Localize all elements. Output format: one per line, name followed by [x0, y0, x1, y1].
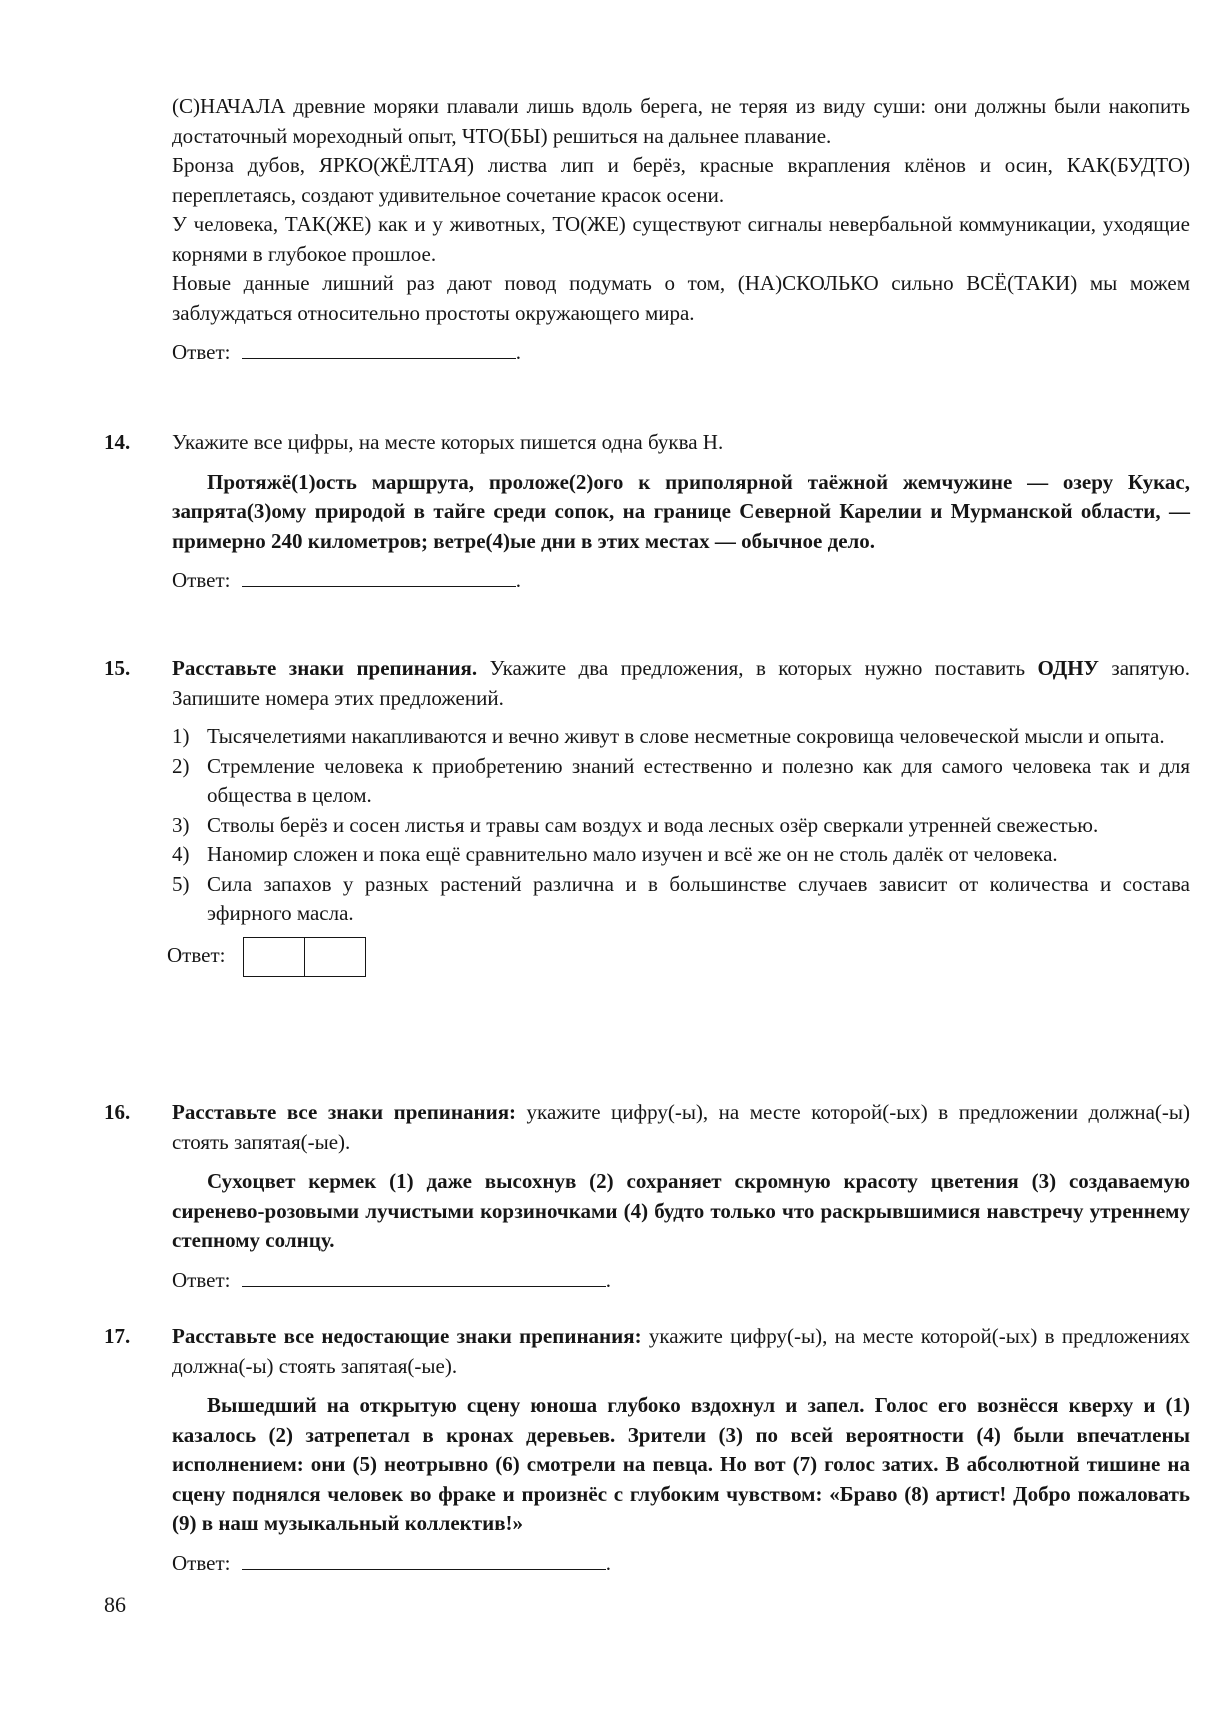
- answer-row: [172, 1549, 1190, 1579]
- instruction-tail: запятую. Запишите номера этих предложений.: [172, 656, 1190, 710]
- option-item: [172, 840, 1190, 870]
- instruction-rest: Укажите два предложения, в которых нужно поставить: [477, 656, 1038, 680]
- answer-label: Ответ:: [172, 1550, 231, 1575]
- option-number: 5): [172, 871, 190, 896]
- answer-period: .: [605, 1550, 611, 1575]
- task-number-14: 14.: [104, 430, 131, 454]
- option-text: Стволы берёз и сосен листья и травы сам воздух и вода лесных озёр сверкали утренней свежестью.: [207, 812, 1099, 837]
- option-text: Наномир сложен и пока ещё сравнительно мало изучен и всё же он не столь далёк от человека.: [207, 842, 1058, 866]
- task-instruction: Укажите все цифры, на месте которых пишется одна буква Н.: [172, 430, 724, 454]
- task-17: [172, 1322, 1190, 1578]
- instruction-bold: Расставьте все недостающие знаки препинания:: [172, 1324, 642, 1348]
- task-16: [172, 1098, 1190, 1295]
- task-number-17: 17.: [104, 1324, 131, 1348]
- option-text: Сила запахов у разных растений различна и в большинстве случаев зависит от количества и состава эфирного масла.: [207, 871, 1190, 925]
- answer-period: .: [605, 1267, 611, 1292]
- sentence: Бронза дубов, ЯРКО(ЖЁЛТАЯ) листва лип и берёз, красные вкрапления клёнов и осин, КАК(БУДТО) переплетаясь, создают удивительное сочетание красок осени.: [172, 153, 1190, 207]
- answer-label: Ответ:: [172, 1267, 231, 1292]
- sentence: (С)НАЧАЛА древние моряки плавали лишь вдоль берега, не теряя из виду суши: они должны были накопить достаточный мореходный опыт, ЧТО(БЫ) решиться на дальнее плавание.: [172, 94, 1190, 148]
- answer-label: Ответ:: [172, 568, 231, 592]
- answer-period: .: [515, 568, 521, 592]
- instruction-bold: Расставьте все знаки препинания:: [172, 1100, 517, 1124]
- option-item: [172, 752, 1190, 811]
- answer-box: [243, 937, 366, 977]
- instruction-bold: Расставьте знаки препинания.: [172, 656, 478, 680]
- task-number-15: 15.: [104, 656, 131, 680]
- option-number: 2): [172, 753, 190, 778]
- option-text: Тысячелетиями накапливаются и вечно живут в слове несметные сокровища человеческой мысли и опыта.: [207, 724, 1165, 748]
- option-item: [172, 870, 1190, 929]
- task-instruction: [172, 1322, 1190, 1381]
- task-text: Вышедший на открытую сцену юноша глубоко вздохнул и запел. Голос его вознёсся кверху и (1) казалось (2) затрепетал в кронах деревьев. Зрители (3) по всей вероятности (4) были впечатлены исполнением: они (5) неотрывно (6) смотрели на певца. Но вот (7) голос затих. В абсолютной тишине на сцену поднялся человек во фраке и произнёс с глубоким чувством: «Браво (8) артист! Добро пожаловать (9) в наш музыкальный коллектив!»: [172, 1393, 1190, 1535]
- task-text: Сухоцвет кермек (1) даже высохнув (2) сохраняет скромную красоту цветения (3) создаваемую сиренево-розовыми лучистыми корзиночками (4) будто только что раскрывшимися навстречу утреннему степному солнцу.: [172, 1169, 1190, 1252]
- task-15: [167, 654, 1190, 977]
- instruction-rest: укажите цифру(-ы), на месте которой(-ых) в предложении должна(-ы) стоять запятая(-ые).: [172, 1100, 1190, 1154]
- answer-label: Ответ:: [172, 340, 231, 364]
- answer-cell[interactable]: [304, 938, 365, 976]
- options-list: [172, 722, 1190, 929]
- option-number: 3): [172, 812, 190, 837]
- answer-row: [172, 566, 1190, 596]
- option-number: 4): [172, 842, 190, 866]
- page-number: 86: [104, 1592, 126, 1617]
- answer-cell[interactable]: [244, 938, 304, 976]
- task-number-16: 16.: [104, 1100, 131, 1124]
- answer-field[interactable]: [242, 1266, 606, 1287]
- option-item: [172, 722, 1190, 752]
- carryover-sentences: [172, 92, 1190, 368]
- answer-row: [172, 338, 1190, 368]
- sentence: У человека, ТАК(ЖЕ) как и у животных, ТО(ЖЕ) существуют сигналы невербальной коммуникации, уходящие корнями в глубокое прошлое.: [172, 212, 1190, 266]
- task-instruction: [172, 1098, 1190, 1157]
- answer-row: [167, 937, 1190, 977]
- answer-label: Ответ:: [167, 942, 226, 967]
- answer-row: [172, 1266, 1190, 1296]
- answer-field[interactable]: [242, 1549, 606, 1570]
- answer-period: .: [515, 340, 521, 364]
- instruction-emphasis: ОДНУ: [1037, 656, 1099, 680]
- option-number: 1): [172, 724, 190, 748]
- answer-field[interactable]: [242, 566, 516, 587]
- answer-field[interactable]: [242, 338, 516, 359]
- task-text: Протяжё(1)ость маршрута, проложе(2)ого к приполярной таёжной жемчужине — озеру Кукас, запрята(3)ому природой в тайге среди сопок, на границе Северной Карелии и Мурманской области, — примерно 240 километров; ветре(4)ые дни в этих местах — обычное дело.: [172, 469, 1190, 553]
- task-instruction: [172, 654, 1190, 713]
- option-item: [172, 811, 1190, 841]
- instruction-rest: укажите цифру(-ы), на месте которой(-ых) в предложениях должна(-ы) стоять запятая(-ые).: [172, 1324, 1190, 1378]
- task-14: [172, 428, 1190, 596]
- option-text: Стремление человека к приобретению знаний естественно и полезно как для самого человека так и для общества в целом.: [207, 753, 1190, 807]
- sentence: Новые данные лишний раз дают повод подумать о том, (НА)СКОЛЬКО сильно ВСЁ(ТАКИ) мы можем заблуждаться относительно простоты окружающего мира.: [172, 271, 1190, 325]
